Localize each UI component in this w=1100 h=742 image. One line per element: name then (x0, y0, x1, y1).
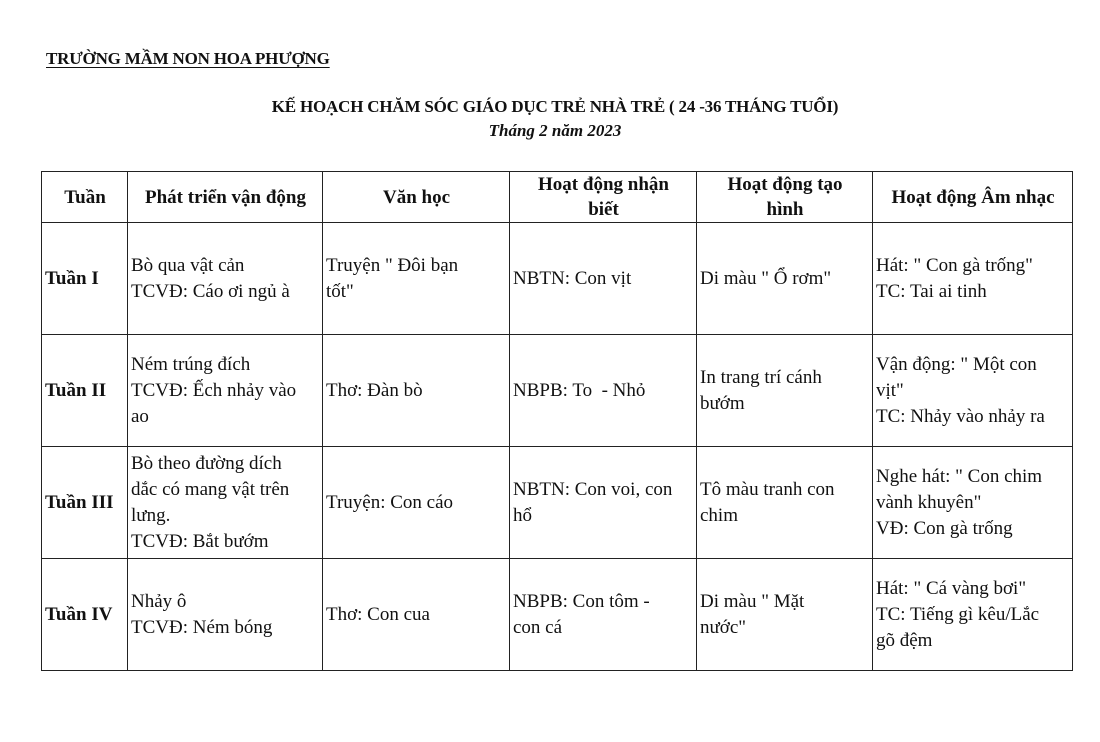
literature-cell (323, 447, 510, 559)
cell-line: Tô màu tranh con (700, 478, 835, 500)
cell-line: Hát: " Con gà trống" (876, 254, 1033, 276)
cell-line: Thơ: Đàn bò (326, 379, 423, 401)
document-title: KẾ HOẠCH CHĂM SÓC GIÁO DỤC TRẺ NHÀ TRẺ ( 24 -36 THÁNG TUỔI) (271, 97, 839, 116)
literature-cell (323, 335, 510, 447)
header-line: Hoạt động tạo (727, 174, 843, 195)
school-name: TRƯỜNG MẦM NON HOA PHƯỢNG (46, 49, 330, 68)
cell-line: TCVĐ: Bắt bướm (131, 530, 269, 552)
cell-line: gõ đệm (876, 629, 933, 651)
cell-line: TC: Nhảy vào nhảy ra (876, 405, 1045, 427)
cell-line: VĐ: Con gà trống (876, 517, 1013, 539)
cell-line: Thơ: Con cua (326, 603, 430, 625)
cell-line: tốt" (326, 280, 354, 302)
cell-line: nước" (700, 616, 747, 638)
cell-line: NBPB: Con tôm - (513, 590, 650, 612)
cell-line: Di màu " Ổ rơm" (700, 267, 832, 289)
cell-line: NBTN: Con vịt (513, 267, 632, 289)
cell-line: Nhảy ô (131, 590, 187, 612)
cognition-cell (510, 223, 697, 335)
column-header-literature (323, 172, 510, 223)
header-line: Hoạt động Âm nhạc (891, 186, 1055, 208)
music-cell (873, 447, 1073, 559)
cognition-cell (510, 335, 697, 447)
plan-table (41, 171, 1073, 671)
week-cell: Tuần III (42, 447, 128, 559)
column-header-art (697, 172, 873, 223)
cell-line: con cá (513, 616, 563, 638)
header-line: Phát triển vận động (145, 186, 306, 208)
header-line: hình (766, 199, 804, 220)
week-cell: Tuần II (42, 335, 128, 447)
cell-line: chim (700, 504, 738, 526)
cognition-cell (510, 559, 697, 671)
literature-cell (323, 223, 510, 335)
cell-line: lưng. (131, 504, 171, 526)
column-header-motor (128, 172, 323, 223)
table-row (42, 447, 1073, 559)
cell-line: Nghe hát: " Con chim (876, 465, 1043, 487)
cell-line: Truyện " Đôi bạn (326, 254, 459, 276)
cell-line: NBPB: To - Nhỏ (513, 379, 646, 401)
literature-cell (323, 559, 510, 671)
week-cell: Tuần I (42, 223, 128, 335)
cell-line: Di màu " Mặt (700, 590, 805, 612)
art-cell (697, 335, 873, 447)
art-cell (697, 223, 873, 335)
motor-cell (128, 559, 323, 671)
cell-line: In trang trí cánh (700, 366, 822, 388)
cell-line: TC: Tai ai tinh (876, 280, 987, 302)
cell-line: TC: Tiếng gì kêu/Lắc (876, 603, 1040, 625)
header-line: Tuần (64, 186, 106, 208)
cell-line: Ném trúng đích (131, 353, 251, 375)
music-cell (873, 223, 1073, 335)
column-header-music (873, 172, 1073, 223)
cell-line: vành khuyên" (876, 491, 982, 513)
cell-line: vịt" (876, 379, 904, 401)
column-header-week (42, 172, 128, 223)
cell-line: TCVĐ: Ếch nhảy vào (131, 379, 297, 401)
cell-line: dắc có mang vật trên (131, 478, 290, 500)
table-row (42, 335, 1073, 447)
cell-line: ao (131, 405, 149, 427)
motor-cell (128, 447, 323, 559)
music-cell (873, 335, 1073, 447)
motor-cell (128, 335, 323, 447)
cognition-cell (510, 447, 697, 559)
cell-line: Vận động: " Một con (876, 353, 1037, 375)
header-line: Hoạt động nhận (538, 174, 669, 195)
art-cell (697, 447, 873, 559)
cell-line: NBTN: Con voi, con (513, 478, 673, 500)
music-cell (873, 559, 1073, 671)
art-cell (697, 559, 873, 671)
header-line: biết (588, 199, 619, 220)
table-row (42, 223, 1073, 335)
cell-line: TCVĐ: Cáo ơi ngủ à (131, 280, 290, 302)
table-header-row (42, 172, 1073, 223)
table-row (42, 559, 1073, 671)
column-header-cognition (510, 172, 697, 223)
document-subtitle: Tháng 2 năm 2023 (488, 121, 622, 140)
week-cell: Tuần IV (42, 559, 128, 671)
cell-line: hổ (513, 504, 532, 526)
cell-line: Bò theo đường dích (131, 452, 282, 474)
cell-line: TCVĐ: Ném bóng (131, 616, 273, 638)
cell-line: Hát: " Cá vàng bơi" (876, 577, 1027, 599)
motor-cell (128, 223, 323, 335)
cell-line: Bò qua vật cản (131, 254, 245, 276)
cell-line: bướm (700, 392, 745, 414)
cell-line: Truyện: Con cáo (326, 491, 454, 513)
header-line: Văn học (382, 186, 451, 208)
